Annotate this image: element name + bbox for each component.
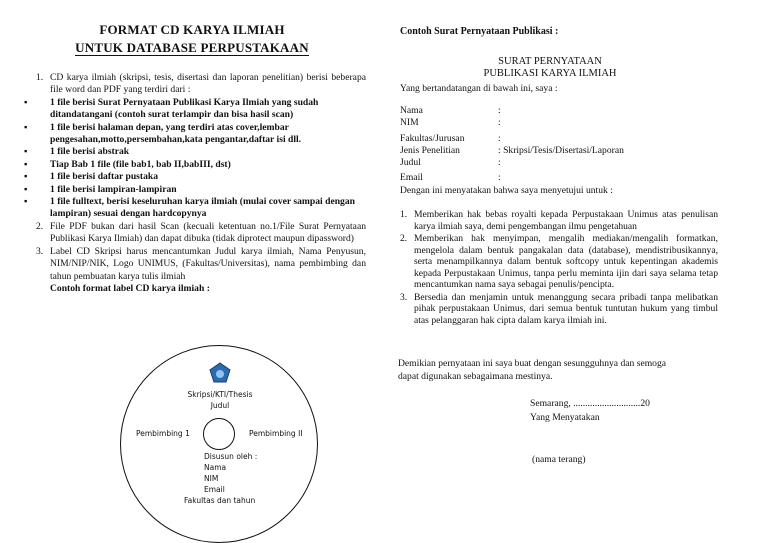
cd-fakultas: Fakultas dan tahun [184,496,256,505]
field-value-fakultas: : [498,133,501,144]
point-marker: 1. [400,209,408,220]
list-item-2 [36,221,366,246]
letter-intro: Yang bertandatangan di bawah ini, saya : [400,83,558,94]
point-text: Memberikan hak menyimpan, mengalih mediakan/mengalih formatkan, mengelola dalam bentuk pangakalan data (database), mendistribusikannya, serta menampilkannya dalam bentuk softcopy untuk kepentingan akademis kepada Perpustakaan Unimus, tanpa perlu meminta ijin dari saya selama tetap mencantumkan nama saya sebagai penulis/pencipta. [414,233,718,290]
place-date: Semarang, ............................20 [530,398,650,409]
point-3 [400,292,718,327]
left-title-line1: FORMAT CD KARYA ILMIAH [99,22,285,37]
right-heading: Contoh Surat Pernyataan Publikasi : [400,26,559,37]
unimus-logo-icon [208,362,232,384]
points-list [400,209,718,326]
field-value-email: : [498,172,501,183]
closing-line1: Demikian pernyataan ini saya buat dengan sesungguhnya dan semoga [398,358,667,369]
closing-line2: dapat digunakan sebagaimana mestinya. [398,371,553,382]
cd-nama: Nama [204,463,227,472]
bullet-text: 1 file fulltext, berisi keseluruhan karya ilmiah (mulai cover sampai dengan lampiran) sesuai dengan hardcopynya [50,196,355,220]
point-2 [400,233,718,291]
name-clear: (nama terang) [532,454,586,465]
list-marker: 3. [36,245,44,257]
bullet-item [24,196,366,221]
bullet-text: 1 file berisi daftar pustaka [50,171,159,183]
cd-pembimbing1: Pembimbing 1 [136,429,190,438]
list-item-text: CD karya ilmiah (skripsi, tesis, disertasi dan laporan penelitian) berisi beberapa file word dan PDF yang terdiri dari : [50,72,366,96]
field-label-jenis: Jenis Penelitian [400,145,460,156]
bullet-marker-icon: ▪ [24,183,28,195]
field-label-nim: NIM [400,117,419,128]
cd-disusun: Disusun oleh : [204,452,258,461]
field-label-fakultas: Fakultas/Jurusan [400,133,465,144]
bullet-item [24,183,366,196]
bullet-marker-icon: ▪ [24,121,28,133]
field-label-nama: Nama [400,105,423,116]
list-item-text: File PDF bukan dari hasil Scan (kecuali ketentuan no.1/File Surat Pernyataan Publikasi Karya Ilmiah) dan dapat dibuka (tidak diprotect maupun dipassword) [50,220,366,245]
signer-label: Yang Menyatakan [530,412,600,423]
label-example-heading [36,283,366,295]
list-item-text: Label CD Skripsi harus mencantumkan Judul karya ilmiah, Nama Penyusun, NIM/NIP/NIK, Logo UNIMUS, (Fakultas/Universitas), nama pembimbing dan tahun pembuatan karya tulis ilmiah [50,245,366,282]
cd-pembimbing2: Pembimbing II [249,429,303,438]
bullet-text: Tiap Bab 1 file (file bab1, bab II,babIII, dst) [50,158,231,170]
bullet-list [24,96,366,221]
point-marker: 2. [400,233,408,244]
cd-nim: NIM [204,474,219,483]
bullet-item [24,158,366,171]
letter-title1: SURAT PERNYATAAN [498,56,602,67]
bullet-marker-icon: ▪ [24,96,28,108]
bullet-marker-icon: ▪ [24,196,28,208]
bullet-text: 1 file berisi lampiran-lampiran [50,183,177,195]
left-title-line2 [0,40,384,56]
cd-type: Skripsi/KTI/Thesis [187,390,253,399]
bullet-marker-icon: ▪ [24,146,28,158]
bullet-item [24,121,366,147]
bullet-text: 1 file berisi abstrak [50,146,130,158]
bullet-marker-icon: ▪ [24,158,28,170]
field-label-email: Email [400,172,423,183]
point-text: Memberikan hak bebas royalti kepada Perpustakaan Unimus atas penulisan karya ilmiah saya, demi pengembangan ilmu pengetahuan [414,209,718,232]
cd-email: Email [204,485,225,494]
cd-center-hole [203,418,235,450]
list-item-1 [36,72,366,97]
field-value-nim: : [498,117,501,128]
field-value-nama: : [498,105,501,116]
bullet-item [24,96,366,122]
requirements-list [24,72,366,295]
list-marker: 1. [36,72,44,83]
letter-title2: PUBLIKASI KARYA ILMIAH [483,68,617,79]
point-1 [400,209,718,232]
field-value-judul: : [498,157,501,168]
field-label-judul: Judul [400,157,421,168]
point-text: Bersedia dan menjamin untuk menanggung secara pribadi tanpa melibatkan pihak perpustakaan Unimus, dari semua bentuk tuntutan hukum yang timbul atas pelanggaran hak cipta dalam karya ilmiah ini. [414,291,718,326]
list-marker: 2. [36,220,44,232]
bullet-text: 1 file berisi Surat Pernyataan Publikasi Karya Ilmiah yang sudah ditandatangani (contoh surat terlampir dan bisa hasil scan) [50,96,319,121]
consent-text: Dengan ini menyatakan bahwa saya menyetujui untuk : [400,185,613,196]
bullet-item [24,146,366,158]
bullet-marker-icon: ▪ [24,171,28,183]
list-item-3 [36,246,366,283]
label-example-text: Contoh format label CD karya ilmiah : [50,282,210,294]
bullet-item [24,171,366,183]
bullet-text: 1 file berisi halaman depan, yang terdiri atas cover,lembar pengesahan,motto,persembahan,kata pengantar,daftar isi dll. [50,121,302,146]
cd-judul: Judul [210,401,230,410]
field-value-jenis: : Skripsi/Tesis/Disertasi/Laporan [498,145,624,156]
left-title-line2-text: UNTUK DATABASE PERPUSTAKAAN [75,40,309,55]
point-marker: 3. [400,291,408,303]
